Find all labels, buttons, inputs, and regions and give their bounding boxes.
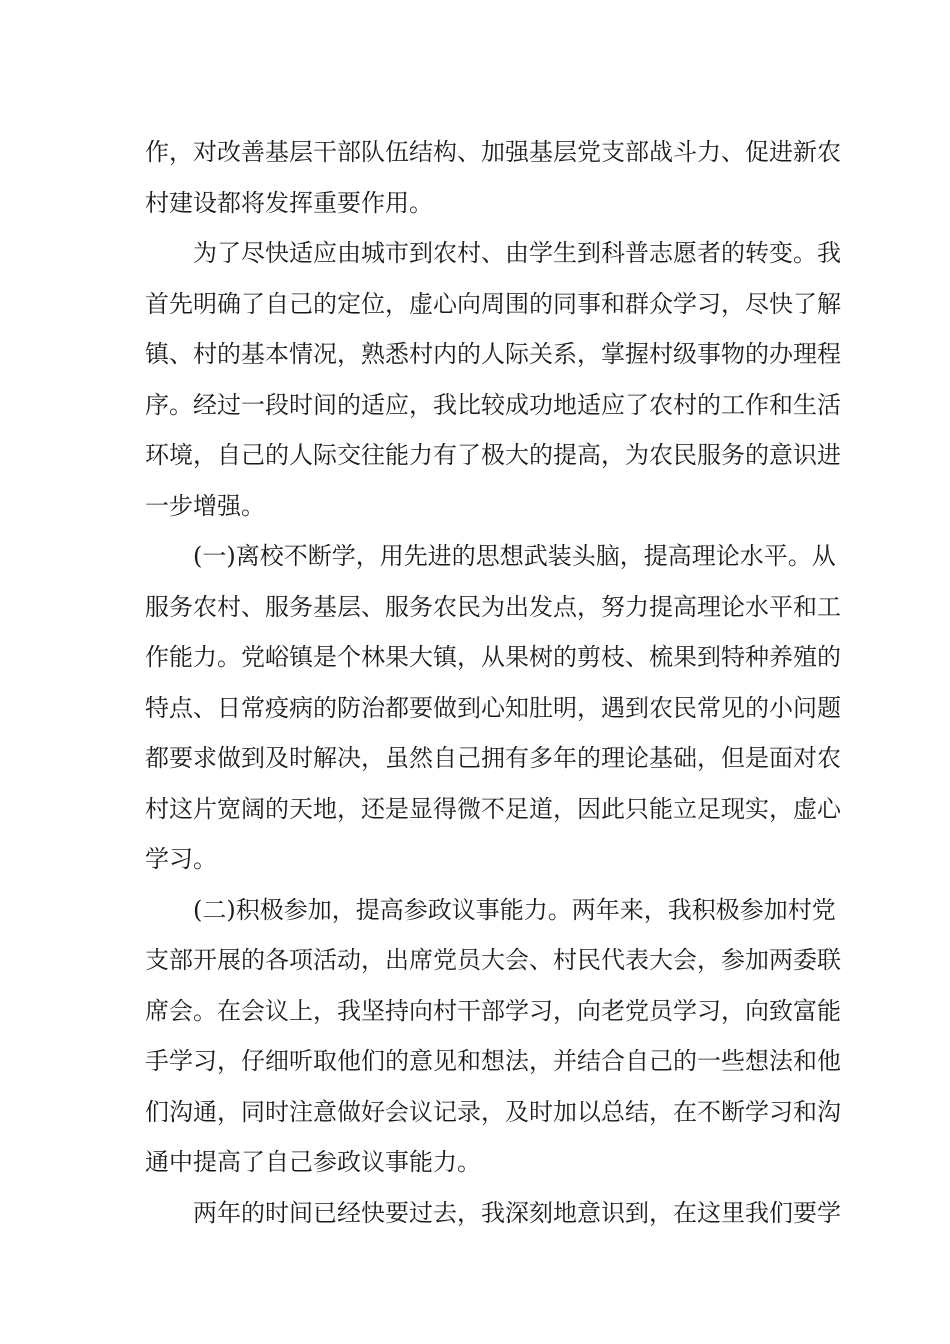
text-line: 通中提高了自己参政议事能力。 <box>145 1148 481 1176</box>
text-line: 手学习，仔细听取他们的意见和想法，并结合自己的一些想法和他 <box>145 1047 841 1075</box>
paragraph-first-line: 为了尽快适应由城市到农村、由学生到科普志愿者的转变。我 <box>193 239 841 267</box>
text-line: 一步增强。 <box>145 492 265 520</box>
paragraph-first-line: (一)离校不断学，用先进的思想武装头脑，提高理论水平。从 <box>193 542 836 570</box>
text-line: 特点、日常疫病的防治都要做到心知肚明，遇到农民常见的小问题 <box>145 694 841 722</box>
text-line: 都要求做到及时解决，虽然自己拥有多年的理论基础，但是面对农 <box>145 744 841 772</box>
text-line: 们沟通，同时注意做好会议记录，及时加以总结，在不断学习和沟 <box>145 1098 841 1126</box>
text-line: 席会。在会议上，我坚持向村干部学习，向老党员学习，向致富能 <box>145 997 841 1025</box>
text-line: 村建设都将发挥重要作用。 <box>145 189 433 217</box>
text-line: 作，对改善基层干部队伍结构、加强基层党支部战斗力、促进新农 <box>145 138 841 166</box>
paragraph-first-line: 两年的时间已经快要过去，我深刻地意识到，在这里我们要学 <box>193 1199 841 1227</box>
text-line: 镇、村的基本情况，熟悉村内的人际关系，掌握村级事物的办理程 <box>145 340 841 368</box>
text-line: 服务农村、服务基层、服务农民为出发点，努力提高理论水平和工 <box>145 593 841 621</box>
text-line: 支部开展的各项活动，出席党员大会、村民代表大会，参加两委联 <box>145 946 841 974</box>
text-line: 学习。 <box>145 845 217 873</box>
text-line: 村这片宽阔的天地，还是显得微不足道，因此只能立足现实，虚心 <box>145 795 841 823</box>
paragraph-first-line: (二)积极参加，提高参政议事能力。两年来，我积极参加村党 <box>193 896 836 924</box>
text-line: 序。经过一段时间的适应，我比较成功地适应了农村的工作和生活 <box>145 391 841 419</box>
text-line: 环境，自己的人际交往能力有了极大的提高，为农民服务的意识进 <box>145 441 841 469</box>
text-line: 首先明确了自己的定位，虚心向周围的同事和群众学习，尽快了解 <box>145 290 841 318</box>
text-line: 作能力。党峪镇是个林果大镇，从果树的剪枝、梳果到特种养殖的 <box>145 643 841 671</box>
